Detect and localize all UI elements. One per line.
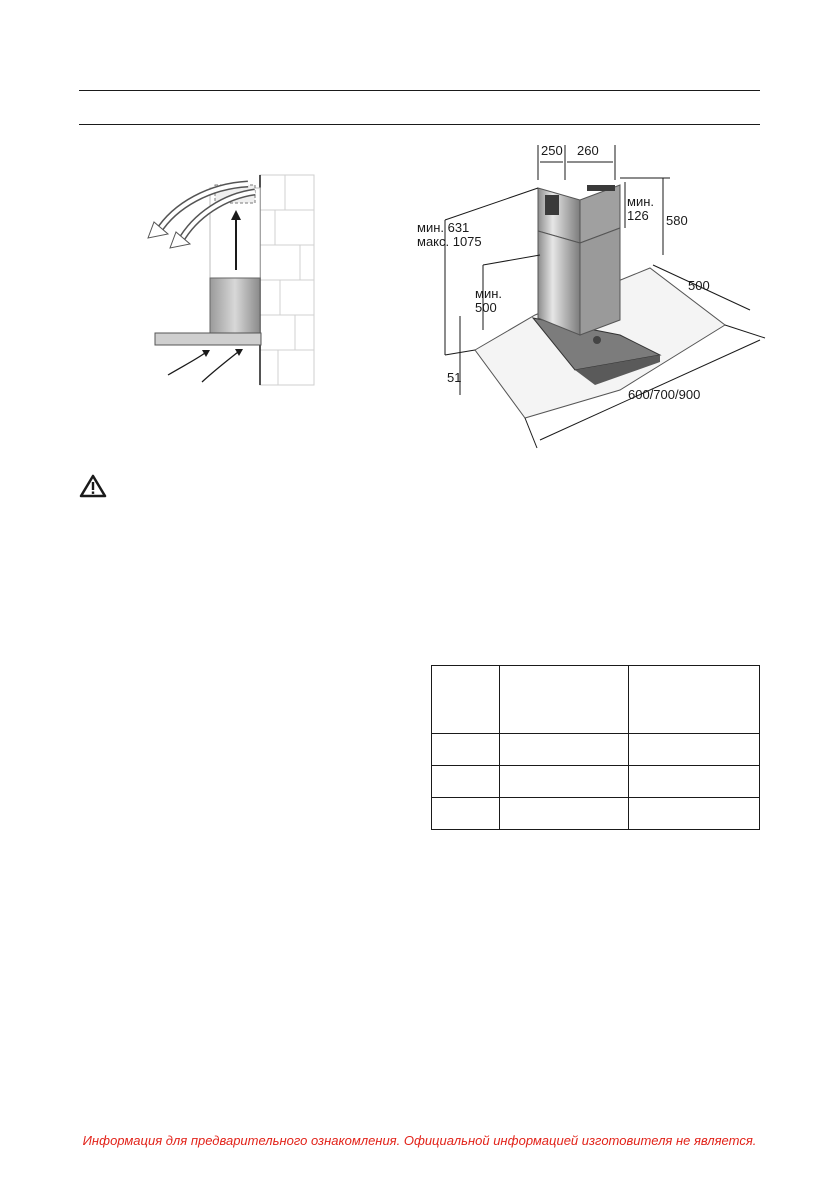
table-cell [432, 666, 500, 734]
dimension-diagram [415, 140, 770, 460]
dim-250: 250 [541, 143, 563, 158]
table-row [432, 798, 760, 830]
spec-table [431, 665, 760, 830]
dim-min631: мин. 631 [417, 220, 470, 235]
table-cell [629, 798, 760, 830]
dim-500-depth: 500 [688, 278, 710, 293]
table-cell [500, 666, 629, 734]
table-row [432, 766, 760, 798]
dim-500-height: 500 [475, 300, 497, 315]
chimney-lower [538, 231, 580, 335]
table-row [432, 666, 760, 734]
table-cell [500, 798, 629, 830]
dim-260: 260 [577, 143, 599, 158]
dim-min500-label: мин. [475, 286, 502, 301]
hood-canopy [155, 333, 261, 345]
dim-min126-label: мин. [627, 194, 654, 209]
warning-icon [79, 474, 107, 498]
table-cell [629, 666, 760, 734]
dim-max1075: макс. 1075 [417, 234, 482, 249]
dim-580: 580 [666, 213, 688, 228]
table-cell [432, 766, 500, 798]
table-cell [629, 734, 760, 766]
table-cell [432, 734, 500, 766]
dim-51: 51 [447, 370, 462, 385]
hood-body [210, 278, 260, 335]
table-cell [629, 766, 760, 798]
header-rule-top [79, 90, 760, 91]
table-cell [500, 766, 629, 798]
brick-wall [260, 175, 314, 385]
header-rule-bottom [79, 124, 760, 125]
airflow-diagram [140, 170, 325, 390]
table-row [432, 734, 760, 766]
table-cell [432, 798, 500, 830]
dim-126: 126 [627, 208, 649, 223]
inlet-arrow-icon [168, 353, 205, 375]
dim-width: 600/700/900 [628, 387, 701, 402]
table-cell [500, 734, 629, 766]
footer-disclaimer: Информация для предварительного ознакомления. Официальной информацией изготовителя не является. [82, 1133, 757, 1148]
